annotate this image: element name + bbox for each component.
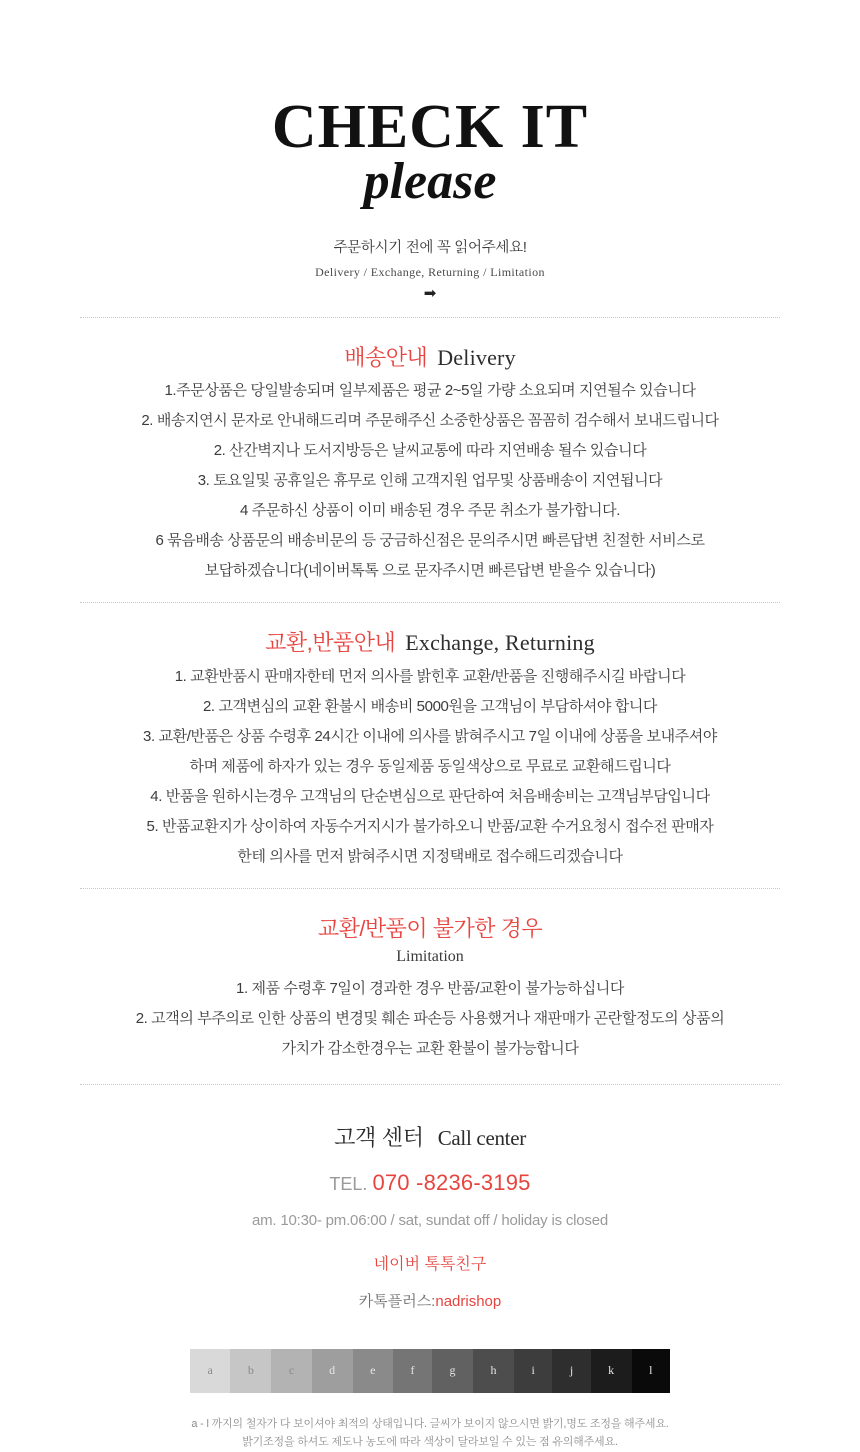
delivery-line: 4 주문하신 상품이 이미 배송된 경우 주문 취소가 불가합니다. xyxy=(239,502,620,520)
tel-label: TEL. xyxy=(329,1173,368,1194)
grayscale-swatch: f xyxy=(393,1349,432,1393)
delivery-line: 6 묶음배송 상품문의 배송비문의 등 궁금하신점은 문의주시면 빠른답변 친절한 서비스로 xyxy=(155,532,705,550)
grayscale-strip xyxy=(190,1349,670,1393)
grayscale-swatch: g xyxy=(432,1349,473,1393)
kakao-id[interactable]: nadrishop xyxy=(435,1292,502,1310)
grayscale-swatch: j xyxy=(552,1349,590,1393)
call-center-title-ko: 고객 센터 xyxy=(334,1124,424,1150)
section-delivery-heading-en: Delivery xyxy=(437,344,516,370)
section-exchange-heading xyxy=(20,629,840,658)
tel-number[interactable]: 070 -8236-3195 xyxy=(372,1169,531,1195)
section-exchange-heading-en: Exchange, Returning xyxy=(405,630,595,656)
naver-talk-link[interactable]: 네이버 톡톡친구 xyxy=(373,1255,487,1273)
limitation-line: 1. 제품 수령후 7일이 경과한 경우 반품/교환이 불가능하십니다 xyxy=(236,979,624,997)
call-center-title-en: Call center xyxy=(437,1125,526,1150)
delivery-line: 3. 토요일및 공휴일은 휴무로 인해 고객지원 업무및 상품배송이 지연됩니다 xyxy=(197,472,663,490)
grayscale-swatch: l xyxy=(632,1349,670,1393)
page-title-main: CHECK IT xyxy=(271,93,589,161)
limitation-line: 2. 고객의 부주의로 인한 상품의 변경및 훼손 파손등 사용했거나 재판매가 곤란할정도의 상품의 xyxy=(135,1009,725,1027)
exchange-line: 하며 제품에 하자가 있는 경우 동일제품 동일색상으로 무료로 교환해드립니다 xyxy=(189,758,671,776)
page-title-sub: please xyxy=(363,153,497,211)
grayscale-swatch: h xyxy=(473,1349,514,1393)
grayscale-strip-wrapper xyxy=(0,1349,860,1393)
grayscale-swatch: a xyxy=(190,1349,230,1393)
header xyxy=(0,0,860,301)
exchange-line: 4. 반품을 원하시는경우 고객님의 단순변심으로 판단하여 처음배송비는 고객님부담입니다 xyxy=(150,788,710,806)
exchange-line: 3. 교환/반품은 상품 수령후 24시간 이내에 의사를 밝혀주시고 7일 이내에 상품을 보내주셔야 xyxy=(143,728,717,746)
divider-3 xyxy=(80,1084,780,1085)
delivery-line: 보답하겠습니다(네이버톡톡 으로 문자주시면 빠른답변 받을수 있습니다) xyxy=(204,562,656,580)
call-center-tel[interactable] xyxy=(0,1170,860,1196)
limitation-line: 가치가 감소한경우는 교환 환불이 불가능합니다 xyxy=(281,1039,579,1057)
section-limitation xyxy=(20,915,840,1064)
grayscale-swatch: d xyxy=(312,1349,353,1393)
section-delivery-heading-ko: 배송안내 xyxy=(344,344,428,370)
grayscale-swatch: c xyxy=(271,1349,311,1393)
exchange-line: 2. 고객변심의 교환 환불시 배송비 5000원을 고객님이 부담하셔야 합니다 xyxy=(202,698,658,716)
footnote-line-2: 밝기조정을 하셔도 제도나 농도에 따라 색상이 달라보일 수 있는 점 유의해주세요. xyxy=(242,1436,618,1449)
call-center-title xyxy=(0,1121,860,1152)
call-center-hours: am. 10:30- pm.06:00 / sat, sundat off / holiday is closed xyxy=(251,1211,609,1229)
footnote-line-1: a - l 까지의 철자가 다 보이셔야 최적의 상태입니다. 글씨가 보이지 않으시면 밝기,명도 조정을 해주세요. xyxy=(191,1417,669,1430)
header-note: 주문하시기 전에 꼭 읽어주세요! xyxy=(333,239,527,256)
arrow-right-icon: ➡ xyxy=(423,284,437,302)
divider-top xyxy=(80,317,780,318)
header-subtitle: Delivery / Exchange, Returning / Limitation xyxy=(315,264,545,279)
delivery-line: 2. 산간벽지나 도서지방등은 날씨교통에 따라 지연배송 될수 있습니다 xyxy=(213,442,647,460)
grayscale-swatch: e xyxy=(353,1349,393,1393)
section-limitation-heading xyxy=(20,915,840,944)
call-center xyxy=(0,1121,860,1311)
exchange-line: 1. 교환반품시 판매자한테 먼저 의사를 밝힌후 교환/반품을 진행해주시길 바랍니다 xyxy=(174,668,686,686)
grayscale-swatch: i xyxy=(514,1349,552,1393)
section-delivery-heading xyxy=(20,344,840,373)
delivery-line: 2. 배송지연시 문자로 안내해드리며 주문해주신 소중한상품은 꼼꼼히 검수해서 보내드립니다 xyxy=(141,412,719,430)
footnote xyxy=(0,1415,860,1452)
section-exchange xyxy=(20,629,840,872)
exchange-line: 5. 반품교환지가 상이하여 자동수거지시가 불가하오니 반품/교환 수거요청시 접수전 판매자 xyxy=(146,818,714,836)
kakao-label: 카톡플러스: xyxy=(358,1292,436,1310)
section-exchange-heading-ko: 교환,반품안내 xyxy=(265,630,396,656)
divider-2 xyxy=(80,888,780,889)
section-limitation-heading-en: Limitation xyxy=(396,947,464,965)
exchange-line: 한테 의사를 먼저 밝혀주시면 지정택배로 접수해드리겠습니다 xyxy=(237,848,623,866)
divider-1 xyxy=(80,602,780,603)
grayscale-swatch: b xyxy=(230,1349,271,1393)
section-delivery xyxy=(20,344,840,587)
delivery-line: 1.주문상품은 당일발송되며 일부제품은 평균 2~5일 가량 소요되며 지연될수 있습니다 xyxy=(164,382,696,400)
kakao-plus-row[interactable] xyxy=(0,1290,860,1311)
grayscale-swatch: k xyxy=(591,1349,632,1393)
section-limitation-heading-ko: 교환/반품이 불가한 경우 xyxy=(317,916,543,942)
